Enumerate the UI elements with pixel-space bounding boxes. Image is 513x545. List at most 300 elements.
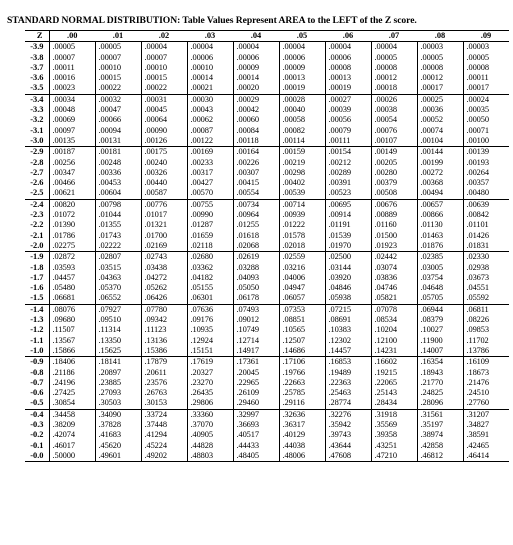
area-value-cell: .28434 (371, 398, 417, 409)
area-value-cell: .16109 (463, 357, 509, 368)
area-value-cell: .00336 (95, 168, 141, 178)
area-value-cell: .00008 (463, 63, 509, 73)
area-value-cell: .35942 (325, 420, 371, 430)
area-value-cell: .04006 (279, 273, 325, 283)
area-value-cell: .00005 (49, 42, 95, 53)
area-value-cell: .00842 (463, 210, 509, 220)
area-value-cell: .01017 (141, 210, 187, 220)
area-value-cell: .43644 (325, 441, 371, 451)
area-value-cell: .00820 (49, 199, 95, 210)
area-value-cell: .00714 (279, 199, 325, 210)
area-value-cell: .42465 (463, 441, 509, 451)
z-score-cell: -2.2 (25, 220, 49, 230)
area-value-cell: .28096 (417, 398, 463, 409)
area-value-cell: .00047 (95, 105, 141, 115)
area-value-cell: .01659 (187, 231, 233, 241)
table-header-row (25, 31, 509, 42)
table-row (25, 388, 509, 398)
area-value-cell: .38591 (463, 430, 509, 440)
area-value-cell: .00014 (187, 73, 233, 83)
area-value-cell: .00039 (325, 105, 371, 115)
area-value-cell: .02619 (233, 252, 279, 263)
area-value-cell: .01130 (417, 220, 463, 230)
area-value-cell: .01539 (325, 231, 371, 241)
area-value-cell: .20611 (141, 368, 187, 378)
area-value-cell: .00587 (141, 188, 187, 199)
area-value-cell: .00181 (95, 147, 141, 158)
area-value-cell: .33360 (187, 409, 233, 420)
table-row (25, 126, 509, 136)
area-value-cell: .31918 (371, 409, 417, 420)
area-value-cell: .23885 (95, 378, 141, 388)
z-score-cell: -0.8 (25, 368, 49, 378)
area-value-cell: .02743 (141, 252, 187, 263)
area-value-cell: .00007 (95, 53, 141, 63)
z-score-cell: -1.9 (25, 252, 49, 263)
column-header: .08 (417, 31, 463, 42)
area-value-cell: .00022 (141, 83, 187, 94)
area-value-cell: .10027 (417, 325, 463, 335)
area-value-cell: .01044 (95, 210, 141, 220)
table-row (25, 263, 509, 273)
area-value-cell: .10383 (325, 325, 371, 335)
area-value-cell: .04272 (141, 273, 187, 283)
area-value-cell: .00011 (49, 63, 95, 73)
table-row (25, 42, 509, 53)
area-value-cell: .00357 (463, 178, 509, 188)
area-value-cell: .38209 (49, 420, 95, 430)
table-title: STANDARD NORMAL DISTRIBUTION: Table Values Represent AREA to the LEFT of the Z score. (7, 15, 417, 26)
area-value-cell: .12714 (233, 336, 279, 346)
area-value-cell: .16853 (325, 357, 371, 368)
area-value-cell: .00570 (187, 188, 233, 199)
area-value-cell: .02330 (463, 252, 509, 263)
area-value-cell: .00990 (187, 210, 233, 220)
area-value-cell: .00175 (141, 147, 187, 158)
area-value-cell: .03216 (279, 263, 325, 273)
area-value-cell: .00391 (325, 178, 371, 188)
area-value-cell: .03362 (187, 263, 233, 273)
area-value-cell: .33724 (141, 409, 187, 420)
table-row (25, 147, 509, 158)
area-value-cell: .06178 (233, 293, 279, 304)
z-score-cell: -2.8 (25, 158, 49, 168)
area-value-cell: .00100 (463, 136, 509, 147)
area-value-cell: .30153 (141, 398, 187, 409)
area-value-cell: .00402 (279, 178, 325, 188)
area-value-cell: .00097 (49, 126, 95, 136)
z-score-cell: -1.7 (25, 273, 49, 283)
area-value-cell: .01786 (49, 231, 95, 241)
area-value-cell: .00264 (463, 168, 509, 178)
z-score-cell: -1.2 (25, 325, 49, 335)
area-value-cell: .05480 (49, 283, 95, 293)
area-value-cell: .03920 (325, 273, 371, 283)
area-value-cell: .01700 (141, 231, 187, 241)
area-value-cell: .37448 (141, 420, 187, 430)
table-row (25, 304, 509, 315)
area-value-cell: .00011 (463, 73, 509, 83)
area-value-cell: .00090 (141, 126, 187, 136)
area-value-cell: .00009 (233, 63, 279, 73)
area-value-cell: .25143 (371, 388, 417, 398)
area-value-cell: .17619 (187, 357, 233, 368)
area-value-cell: .00035 (463, 105, 509, 115)
area-value-cell: .27425 (49, 388, 95, 398)
table-row (25, 368, 509, 378)
area-value-cell: .16602 (371, 357, 417, 368)
z-score-cell: -3.2 (25, 115, 49, 125)
table-row (25, 273, 509, 283)
area-value-cell: .46812 (417, 451, 463, 462)
area-value-cell: .21770 (417, 378, 463, 388)
area-value-cell: .00052 (417, 115, 463, 125)
table-row (25, 136, 509, 147)
area-value-cell: .29460 (233, 398, 279, 409)
area-value-cell: .40517 (233, 430, 279, 440)
area-value-cell: .25463 (325, 388, 371, 398)
area-value-cell: .00427 (187, 178, 233, 188)
area-value-cell: .37070 (187, 420, 233, 430)
area-value-cell: .06552 (95, 293, 141, 304)
area-value-cell: .00004 (279, 42, 325, 53)
area-value-cell: .04648 (417, 283, 463, 293)
area-value-cell: .00038 (371, 105, 417, 115)
z-score-cell: -2.7 (25, 168, 49, 178)
area-value-cell: .00076 (371, 126, 417, 136)
area-value-cell: .00020 (233, 83, 279, 94)
area-value-cell: .49202 (141, 451, 187, 462)
area-value-cell: .13350 (95, 336, 141, 346)
area-value-cell: .00006 (325, 53, 371, 63)
area-value-cell: .05938 (325, 293, 371, 304)
area-value-cell: .00964 (233, 210, 279, 220)
table-row (25, 346, 509, 357)
area-value-cell: .00034 (49, 94, 95, 105)
area-value-cell: .45620 (95, 441, 141, 451)
table-row (25, 451, 509, 462)
area-value-cell: .44038 (279, 441, 325, 451)
area-value-cell: .35569 (371, 420, 417, 430)
area-value-cell: .00064 (141, 115, 187, 125)
area-value-cell: .07780 (141, 304, 187, 315)
area-value-cell: .00508 (371, 188, 417, 199)
column-header: .03 (187, 31, 233, 42)
area-value-cell: .10935 (187, 325, 233, 335)
area-value-cell: .00317 (187, 168, 233, 178)
table-row (25, 409, 509, 420)
area-value-cell: .00084 (233, 126, 279, 136)
area-value-cell: .00008 (371, 63, 417, 73)
area-value-cell: .00060 (233, 115, 279, 125)
area-value-cell: .04551 (463, 283, 509, 293)
area-value-cell: .08226 (463, 315, 509, 325)
area-value-cell: .00154 (325, 147, 371, 158)
area-value-cell: .04746 (371, 283, 417, 293)
table-row (25, 252, 509, 263)
area-value-cell: .23576 (141, 378, 187, 388)
area-value-cell: .02018 (279, 241, 325, 252)
area-value-cell: .02068 (233, 241, 279, 252)
area-value-cell: .29116 (279, 398, 325, 409)
area-value-cell: .08534 (371, 315, 417, 325)
area-value-cell: .00798 (95, 199, 141, 210)
area-value-cell: .07353 (279, 304, 325, 315)
area-value-cell: .22065 (371, 378, 417, 388)
area-value-cell: .00054 (371, 115, 417, 125)
area-value-cell: .01390 (49, 220, 95, 230)
area-value-cell: .00326 (141, 168, 187, 178)
area-value-cell: .00280 (371, 168, 417, 178)
table-row (25, 115, 509, 125)
area-value-cell: .00159 (279, 147, 325, 158)
area-value-cell: .00135 (49, 136, 95, 147)
area-value-cell: .00004 (325, 42, 371, 53)
table-row (25, 168, 509, 178)
area-value-cell: .14917 (233, 346, 279, 357)
table-row (25, 188, 509, 199)
area-value-cell: .21186 (49, 368, 95, 378)
area-value-cell: .04093 (233, 273, 279, 283)
table-row (25, 94, 509, 105)
table-row (25, 441, 509, 451)
area-value-cell: .00024 (463, 94, 509, 105)
area-value-cell: .11702 (463, 336, 509, 346)
area-value-cell: .00193 (463, 158, 509, 168)
z-score-cell: -0.1 (25, 441, 49, 451)
area-value-cell: .00240 (141, 158, 187, 168)
area-value-cell: .47608 (325, 451, 371, 462)
area-value-cell: .35197 (417, 420, 463, 430)
z-score-cell: -0.2 (25, 430, 49, 440)
area-value-cell: .04947 (279, 283, 325, 293)
area-value-cell: .00114 (279, 136, 325, 147)
area-value-cell: .07215 (325, 304, 371, 315)
z-score-cell: -2.0 (25, 241, 49, 252)
area-value-cell: .15625 (95, 346, 141, 357)
area-value-cell: .24825 (417, 388, 463, 398)
area-value-cell: .00027 (325, 94, 371, 105)
area-value-cell: .11123 (141, 325, 187, 335)
area-value-cell: .01191 (325, 220, 371, 230)
area-value-cell: .43251 (371, 441, 417, 451)
area-value-cell: .18943 (417, 368, 463, 378)
area-value-cell: .03754 (417, 273, 463, 283)
area-value-cell: .00014 (233, 73, 279, 83)
area-value-cell: .02222 (95, 241, 141, 252)
area-value-cell: .13567 (49, 336, 95, 346)
area-value-cell: .00657 (417, 199, 463, 210)
area-value-cell: .42074 (49, 430, 95, 440)
z-score-cell: -3.4 (25, 94, 49, 105)
column-header-z: Z (25, 31, 49, 42)
table-row (25, 178, 509, 188)
column-header: .04 (233, 31, 279, 42)
table-row (25, 105, 509, 115)
area-value-cell: .00010 (141, 63, 187, 73)
area-value-cell: .12100 (371, 336, 417, 346)
area-value-cell: .47210 (371, 451, 417, 462)
area-value-cell: .02559 (279, 252, 325, 263)
z-score-cell: -0.4 (25, 409, 49, 420)
area-value-cell: .00539 (279, 188, 325, 199)
area-value-cell: .00164 (233, 147, 279, 158)
area-value-cell: .20327 (187, 368, 233, 378)
area-value-cell: .04182 (187, 273, 233, 283)
area-value-cell: .40905 (187, 430, 233, 440)
area-value-cell: .00079 (325, 126, 371, 136)
area-value-cell: .32997 (233, 409, 279, 420)
z-score-cell: -2.5 (25, 188, 49, 199)
area-value-cell: .00015 (95, 73, 141, 83)
area-value-cell: .00440 (141, 178, 187, 188)
z-score-cell: -1.4 (25, 304, 49, 315)
area-value-cell: .28774 (325, 398, 371, 409)
area-value-cell: .00016 (49, 73, 95, 83)
z-score-cell: -2.3 (25, 210, 49, 220)
area-value-cell: .50000 (49, 451, 95, 462)
area-value-cell: .00019 (279, 83, 325, 94)
area-value-cell: .02938 (463, 263, 509, 273)
area-value-cell: .00007 (141, 53, 187, 63)
area-value-cell: .00030 (187, 94, 233, 105)
area-value-cell: .39743 (325, 430, 371, 440)
area-value-cell: .00082 (279, 126, 325, 136)
area-value-cell: .15386 (141, 346, 187, 357)
area-value-cell: .08851 (279, 315, 325, 325)
table-row (25, 357, 509, 368)
column-header: .09 (463, 31, 509, 42)
area-value-cell: .00149 (371, 147, 417, 158)
column-header: .01 (95, 31, 141, 42)
area-value-cell: .22663 (279, 378, 325, 388)
area-value-cell: .05592 (463, 293, 509, 304)
area-value-cell: .00013 (325, 73, 371, 83)
area-value-cell: .08076 (49, 304, 95, 315)
area-value-cell: .04457 (49, 273, 95, 283)
area-value-cell: .06426 (141, 293, 187, 304)
area-value-cell: .18406 (49, 357, 95, 368)
area-value-cell: .05705 (417, 293, 463, 304)
area-value-cell: .00004 (233, 42, 279, 53)
area-value-cell: .31207 (463, 409, 509, 420)
area-value-cell: .00111 (325, 136, 371, 147)
area-value-cell: .00009 (279, 63, 325, 73)
area-value-cell: .25785 (279, 388, 325, 398)
area-value-cell: .27093 (95, 388, 141, 398)
area-value-cell: .46017 (49, 441, 95, 451)
area-value-cell: .00131 (95, 136, 141, 147)
area-value-cell: .08379 (417, 315, 463, 325)
area-value-cell: .12924 (187, 336, 233, 346)
area-value-cell: .00004 (187, 42, 233, 53)
area-value-cell: .00639 (463, 199, 509, 210)
area-value-cell: .01463 (417, 231, 463, 241)
area-value-cell: .14231 (371, 346, 417, 357)
area-value-cell: .34827 (463, 420, 509, 430)
area-value-cell: .00013 (279, 73, 325, 83)
area-value-cell: .00017 (463, 83, 509, 94)
area-value-cell: .48405 (233, 451, 279, 462)
table-row (25, 420, 509, 430)
area-value-cell: .00043 (187, 105, 233, 115)
area-value-cell: .00621 (49, 188, 95, 199)
area-value-cell: .00022 (95, 83, 141, 94)
area-value-cell: .14457 (325, 346, 371, 357)
area-value-cell: .09176 (187, 315, 233, 325)
area-value-cell: .00695 (325, 199, 371, 210)
area-value-cell: .06301 (187, 293, 233, 304)
area-value-cell: .20045 (233, 368, 279, 378)
area-value-cell: .00066 (95, 115, 141, 125)
z-score-cell: -2.9 (25, 147, 49, 158)
area-value-cell: .03515 (95, 263, 141, 273)
table-row (25, 53, 509, 63)
area-value-cell: .48803 (187, 451, 233, 462)
z-score-cell: -1.6 (25, 283, 49, 293)
area-value-cell: .00466 (49, 178, 95, 188)
area-value-cell: .01160 (371, 220, 417, 230)
area-value-cell: .00604 (95, 188, 141, 199)
column-header: .05 (279, 31, 325, 42)
area-value-cell: .00939 (279, 210, 325, 220)
area-value-cell: .00045 (141, 105, 187, 115)
table-row (25, 210, 509, 220)
area-value-cell: .02807 (95, 252, 141, 263)
area-value-cell: .40129 (279, 430, 325, 440)
area-value-cell: .37828 (95, 420, 141, 430)
table-row (25, 73, 509, 83)
area-value-cell: .24196 (49, 378, 95, 388)
z-score-cell: -3.7 (25, 63, 49, 73)
area-value-cell: .09510 (95, 315, 141, 325)
z-score-cell: -3.5 (25, 83, 49, 94)
area-value-cell: .00012 (371, 73, 417, 83)
area-value-cell: .03005 (417, 263, 463, 273)
area-value-cell: .00071 (463, 126, 509, 136)
area-value-cell: .17879 (141, 357, 187, 368)
area-value-cell: .41294 (141, 430, 187, 440)
area-value-cell: .00017 (417, 83, 463, 94)
area-value-cell: .10204 (371, 325, 417, 335)
area-value-cell: .01355 (95, 220, 141, 230)
area-value-cell: .00029 (233, 94, 279, 105)
area-value-cell: .36693 (233, 420, 279, 430)
table-row (25, 430, 509, 440)
area-value-cell: .26435 (187, 388, 233, 398)
area-value-cell: .49601 (95, 451, 141, 462)
area-value-cell: .00006 (233, 53, 279, 63)
area-value-cell: .03673 (463, 273, 509, 283)
area-value-cell: .00205 (371, 158, 417, 168)
area-value-cell: .06681 (49, 293, 95, 304)
area-value-cell: .22965 (233, 378, 279, 388)
table-row (25, 315, 509, 325)
table-row (25, 378, 509, 388)
area-value-cell: .00006 (279, 53, 325, 63)
area-value-cell: .02680 (187, 252, 233, 263)
area-value-cell: .15866 (49, 346, 95, 357)
area-value-cell: .00199 (417, 158, 463, 168)
area-value-cell: .00062 (187, 115, 233, 125)
area-value-cell: .02275 (49, 241, 95, 252)
table-row (25, 325, 509, 335)
area-value-cell: .23270 (187, 378, 233, 388)
table-row (25, 63, 509, 73)
area-value-cell: .00866 (417, 210, 463, 220)
area-value-cell: .00169 (187, 147, 233, 158)
area-value-cell: .00007 (49, 53, 95, 63)
